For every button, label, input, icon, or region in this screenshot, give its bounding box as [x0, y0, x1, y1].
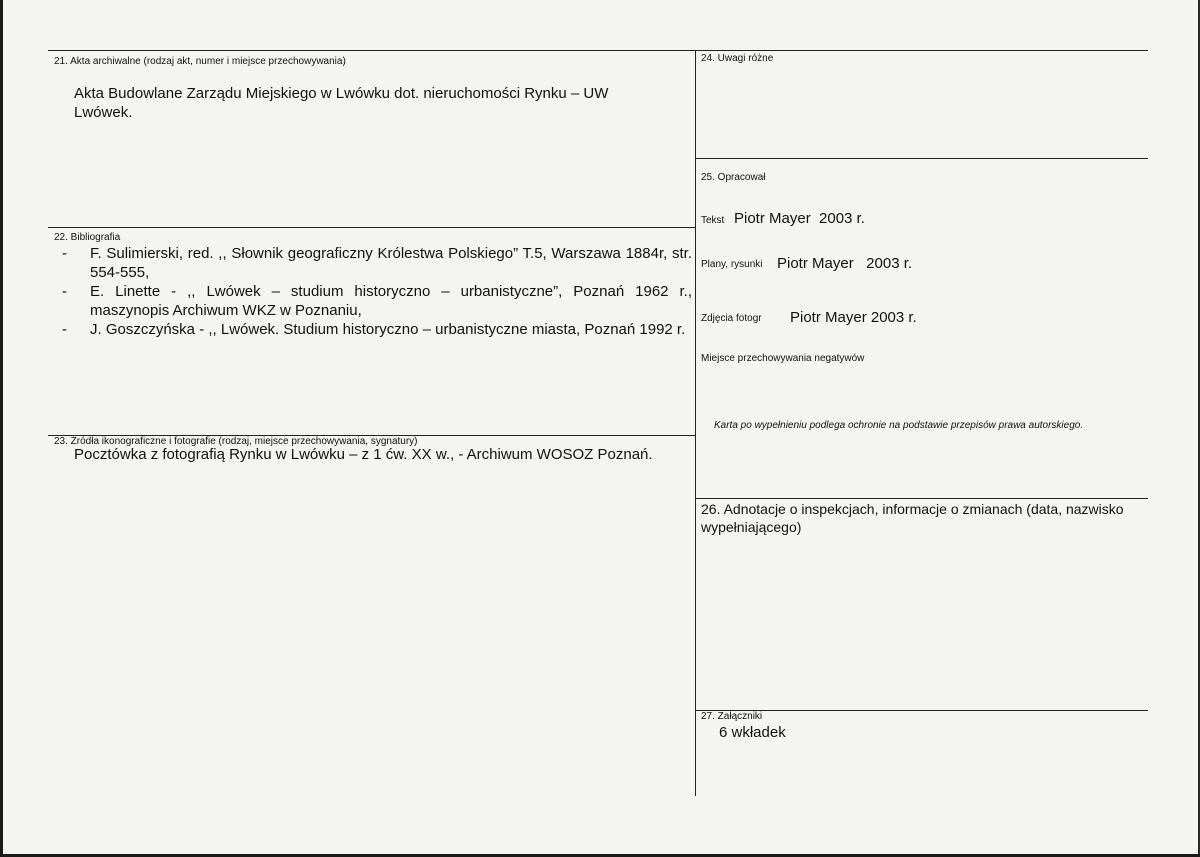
- column-divider: [695, 50, 696, 796]
- section-23-content: Pocztówka z fotografią Rynku w Lwówku – z 1 ćw. XX w., - Archiwum WOSOZ Poznań.: [74, 446, 653, 463]
- section-23-label: 23. Źródła ikonograficzne i fotografie (rodzaj, miejsce przechowywania, sygnatury): [54, 436, 418, 447]
- section-25-label: 25. Opracował: [701, 172, 766, 183]
- negatives-location-label: Miejsce przechowywania negatywów: [701, 353, 865, 364]
- section-27-content: 6 wkładek: [719, 724, 786, 741]
- section-26-label: 26. Adnotacje o inspekcjach, informacje o zmianach (data, nazwisko wypełniającego): [701, 501, 1124, 535]
- tekst-value: Piotr Mayer 2003 r.: [734, 210, 865, 227]
- tekst-label: Tekst: [701, 215, 725, 226]
- bibliography-item: - J. Goszczyńska - ,, Lwówek. Studium historyczno – urbanistyczne miasta, Poznań 1992 r.: [62, 321, 686, 338]
- section-24-label: 24. Uwagi różne: [701, 53, 774, 64]
- copyright-note: Karta po wypełnieniu podlega ochronie na podstawie przepisów prawa autorskiego.: [714, 420, 1084, 431]
- rule-21-top: [48, 50, 695, 51]
- plany-value: Piotr Mayer 2003 r.: [777, 255, 913, 272]
- scan-edge-left: [0, 0, 3, 857]
- bibliography-item: - E. Linette - ,, Lwówek – studium historyczno – urbanistyczne”, Poznań 1962 r., maszynopis Archiwum WKZ w Poznaniu,: [62, 283, 692, 319]
- rule-26-top: [695, 498, 1148, 499]
- section-27-label: 27. Załączniki: [701, 711, 763, 722]
- section-21-content: Akta Budowlane Zarządu Miejskiego w Lwówku dot. nieruchomości Rynku – UW Lwówek.: [74, 85, 609, 121]
- plany-label: Plany, rysunki: [701, 259, 763, 270]
- rule-22-top: [48, 227, 695, 228]
- zdjecia-value: Piotr Mayer 2003 r.: [790, 309, 917, 326]
- rule-25-top: [695, 158, 1148, 159]
- rule-27-top: [695, 710, 1148, 711]
- zdjecia-label: Zdjęcia fotogr: [701, 313, 762, 324]
- bibliography-list: [62, 244, 692, 339]
- section-21-label: 21. Akta archiwalne (rodzaj akt, numer i miejsce przechowywania): [54, 56, 346, 67]
- rule-24-top: [695, 50, 1148, 51]
- bibliography-item: - F. Sulimierski, red. ,, Słownik geograficzny Królestwa Polskiego” T.5, Warszawa 1884r, str. 554-555,: [62, 245, 692, 281]
- section-22-label: 22. Bibliografia: [54, 232, 121, 243]
